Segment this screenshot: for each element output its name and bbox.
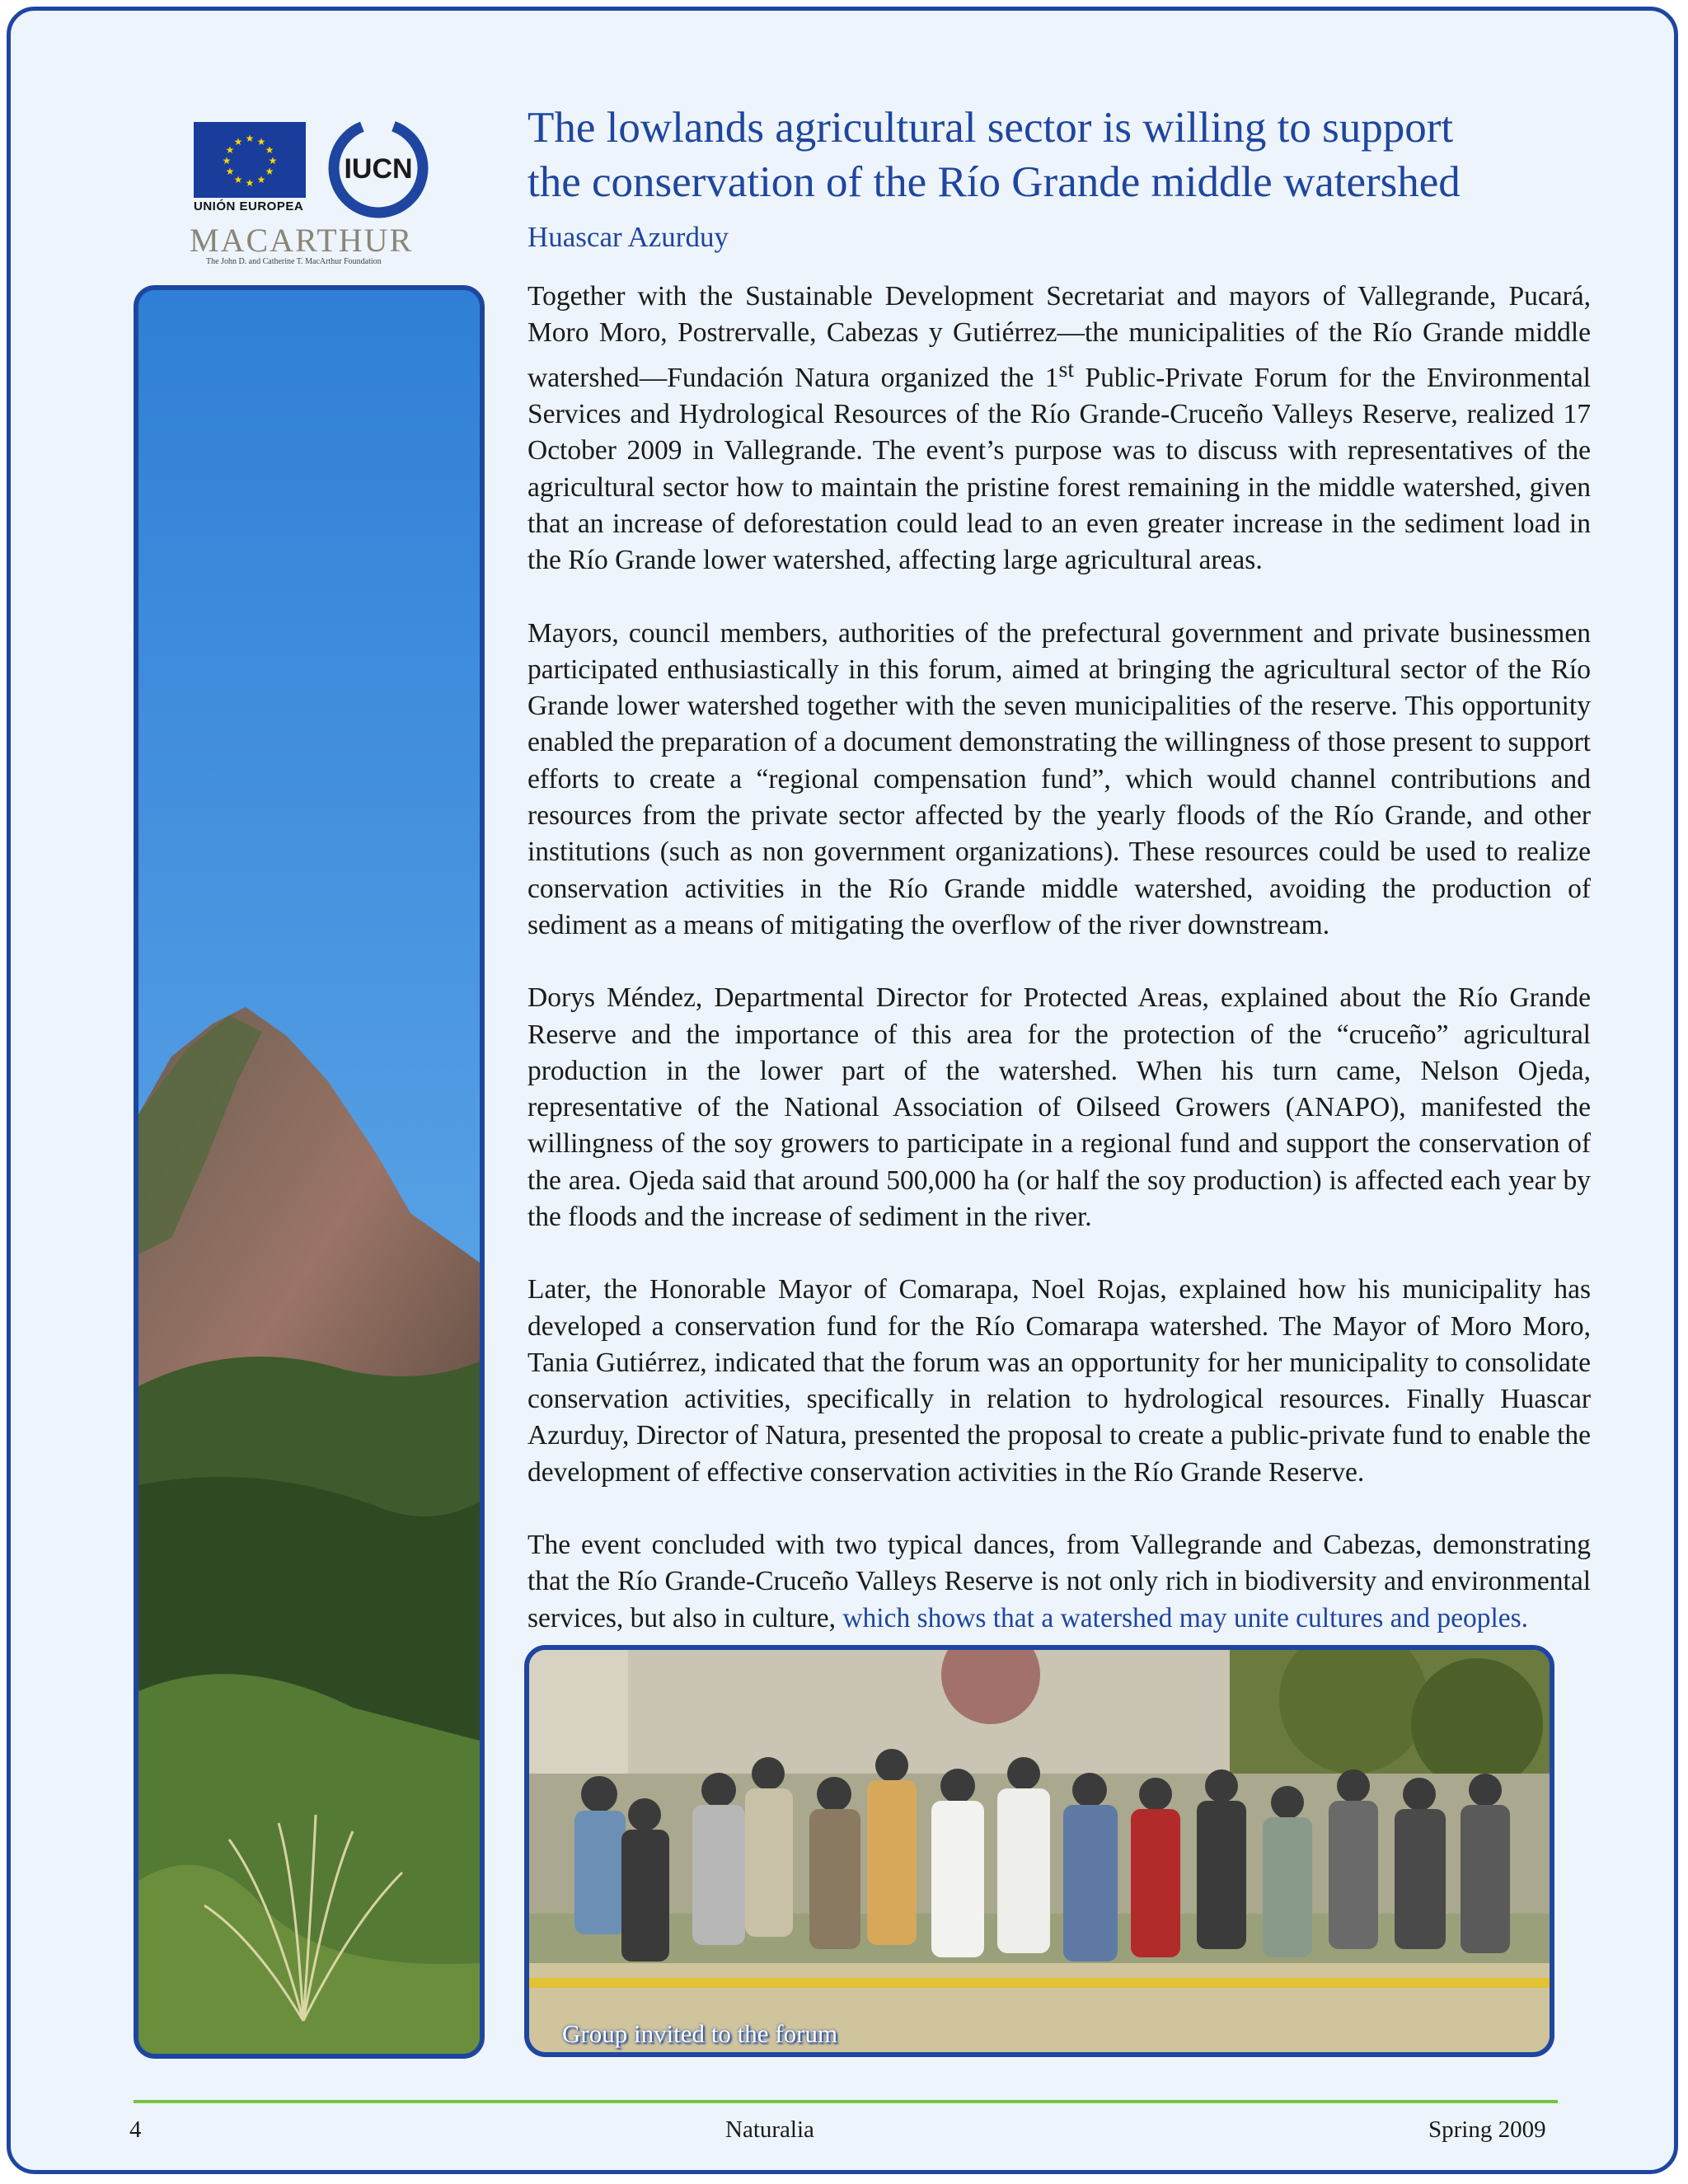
iucn-label: IUCN: [344, 153, 413, 185]
article-author: Huascar Azurduy: [528, 221, 729, 253]
svg-text:★: ★: [256, 174, 266, 185]
macarthur-name: MACARTHUR: [190, 222, 414, 259]
page-number: 4: [129, 2116, 142, 2143]
eu-label: UNIÓN EUROPEA: [194, 199, 304, 213]
svg-text:★: ★: [245, 177, 255, 189]
paragraph-1-part-2: Public-Private Forum for the Environmental Services and Hydrological Resources of the Río Grande-Cruceño Valleys Reserve, realized 17 October 2009 in Vallegrande. The event’s purpose was to discuss with representatives of the agricultural sector how to maintain the pristine forest remaining in the middle watershed, given that an increase of deforestation could lead to an even greater increase in the sediment load in the Río Grande lower watershed, affecting large agricultural areas.: [528, 362, 1591, 576]
svg-text:★: ★: [233, 174, 243, 185]
svg-text:★: ★: [225, 166, 235, 177]
svg-text:★: ★: [225, 144, 235, 156]
macarthur-subtitle: The John D. and Catherine T. MacArthur Foundation: [206, 257, 382, 266]
issue-date: Spring 2009: [1428, 2116, 1546, 2143]
article-body: [528, 279, 1591, 1673]
footer-rule: [134, 2100, 1558, 2103]
paragraph-1-part-1: Together with the Sustainable Development Secretariat and mayors of Vallegrande, Pucará, Moro Moro, Postrervalle, Cabezas y Gutiérrez—the municipalities of the Río Grande middle watershed—Fundación Natura organized the 1: [528, 281, 1591, 393]
article-title: [528, 101, 1599, 209]
paragraph-5-text: The event concluded with two typical dances, from Vallegrande and Cabezas, demonstrating that the Río Grande-Cruceño Valleys Reserve is not only rich in biodiversity and environmental services, but also in culture,: [528, 1530, 1591, 1633]
paragraph-4: Later, the Honorable Mayor of Comarapa, Noel Rojas, explained how his municipality has developed a conservation fund for the Río Comarapa watershed. The Mayor of Moro Moro, Tania Gutiérrez, indicated that the forum was an opportunity for her municipality to consolidate conservation activities, specifically in relation to hydrological resources. Finally Huascar Azurduy, Director of Natura, presented the proposal to create a public-private fund to enable the development of effective conservation activities in the Río Grande Reserve.: [528, 1274, 1591, 1488]
paragraph-1: [528, 279, 1591, 579]
svg-text:★: ★: [265, 144, 274, 156]
article-title-line-2: the conservation of the Río Grande middle watershed: [528, 158, 1461, 206]
svg-text:★: ★: [265, 166, 274, 177]
paragraph-5: [528, 1527, 1591, 1637]
svg-text:★: ★: [233, 136, 243, 148]
svg-text:★: ★: [256, 136, 266, 148]
svg-text:★: ★: [268, 155, 278, 166]
paragraph-3: Dorys Méndez, Departmental Director for Protected Areas, explained about the Río Grande Reserve and the importance of this area for the protection of the “cruceño” agricultural production in the lower part of the watershed. When his turn came, Nelson Ojeda, representative of the National Association of Oilseed Growers (ANAPO), manifested the willingness of the soy growers to participate in a regional fund and support the conservation of the area. Ojeda said that around 500,000 ha (or half the soy production) is affected each year by the floods and the increase of sediment in the river.: [528, 982, 1591, 1232]
svg-text:★: ★: [245, 133, 255, 144]
paragraph-5-highlight: which shows that a watershed may unite cultures and peoples.: [842, 1602, 1529, 1633]
mountain-landscape-photo: [134, 285, 485, 2059]
iucn-logo: [326, 115, 431, 221]
publication-name: Naturalia: [725, 2116, 814, 2143]
article-title-line-1: The lowlands agricultural sector is willing to support: [528, 104, 1454, 152]
paragraph-2: Mayors, council members, authorities of the prefectural government and private businessmen participated enthusiastically in this forum, aimed at bringing the agricultural sector of the Río Grande lower watershed together with the seven municipalities of the reserve. This opportunity enabled the preparation of a document demonstrating the willingness of those present to support efforts to create a “regional compensation fund”, which would channel contributions and resources from the private sector affected by the yearly floods of the Río Grande, and other institutions (such as non government organizations). These resources could be used to realize conservation activities in the Río Grande middle watershed, avoiding the production of sediment as a means of mitigating the overflow of the river downstream.: [528, 617, 1591, 940]
group-photo: [524, 1645, 1554, 2057]
ordinal-superscript: st: [1058, 356, 1075, 382]
eu-flag-logo: [194, 122, 306, 198]
photo-caption: Group invited to the forum: [562, 2019, 838, 2048]
sponsor-logos: [190, 115, 437, 272]
svg-text:★: ★: [222, 155, 232, 166]
